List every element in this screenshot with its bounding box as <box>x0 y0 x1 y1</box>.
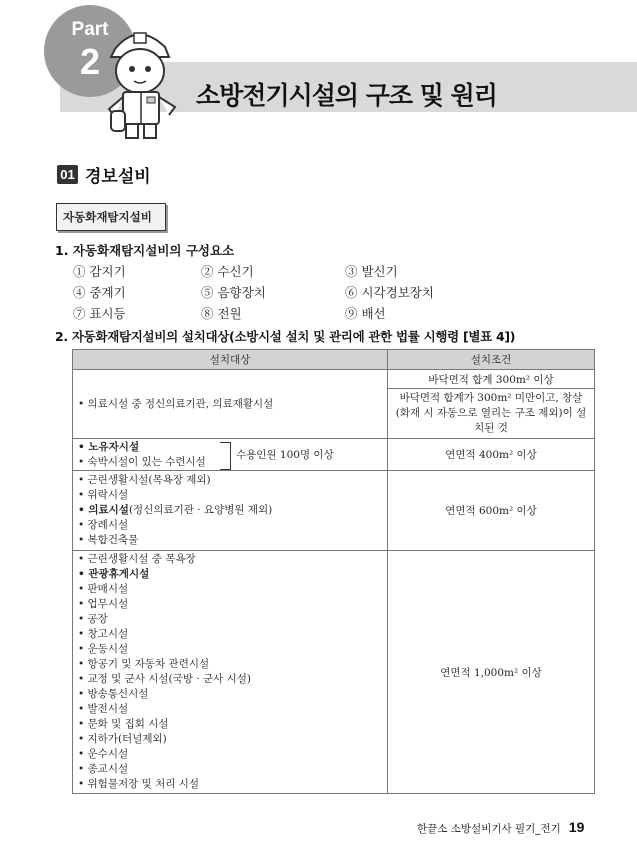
page-number: 19 <box>568 819 585 835</box>
installation-table <box>72 349 595 794</box>
target-line-bold: • 의료시설 <box>78 504 129 516</box>
target-line: • 근린생활시설 중 목욕장 <box>78 553 196 565</box>
section-number: 01 <box>57 165 78 184</box>
target-line: • 업무시설 <box>78 598 129 610</box>
target-line: • 창고시설 <box>78 628 129 640</box>
item2-heading: 2. 자동화재탐지설비의 설치대상(소방시설 설치 및 관리에 관한 법률 시행령 [별표 4]) <box>55 329 516 344</box>
component-item: ⑤ 음향장치 <box>201 285 266 300</box>
page-footer <box>417 819 584 836</box>
boxed-heading <box>56 203 166 231</box>
target-line: • 판매시설 <box>78 583 129 595</box>
table-cell-target <box>73 439 388 471</box>
target-line: • 노유자시설 <box>78 440 140 453</box>
target-line: • 숙박시설이 있는 수련시설 <box>78 455 206 468</box>
bracket-mark <box>220 442 231 470</box>
part-label: Part <box>71 19 109 40</box>
component-item: ① 감지기 <box>73 264 126 279</box>
bracket-note: 수용인원 100명 이상 <box>236 448 334 461</box>
component-item: ⑧ 전원 <box>201 306 242 321</box>
table-cell-target: • 의료시설 중 정신의료기관, 의료재활시설 <box>73 370 388 439</box>
footer-book-title: 한끝소 소방설비기사 필기_전기 <box>417 823 561 835</box>
table-cell-target <box>73 471 388 551</box>
target-line-rest: (정신의료기관 · 요양병원 제외) <box>128 504 273 516</box>
target-line: • 발전시설 <box>78 703 129 715</box>
target-line: • 공장 <box>78 613 108 625</box>
part-number: 2 <box>79 41 101 82</box>
target-line: • 문화 및 집회 시설 <box>78 718 169 730</box>
target-line: • 근린생활시설(목욕장 제외) <box>78 474 211 486</box>
target-line: • 위락시설 <box>78 489 129 501</box>
target-line: • 종교시설 <box>78 763 129 775</box>
target-line <box>78 503 387 518</box>
target-line: • 항공기 및 자동차 관련시설 <box>78 658 210 670</box>
component-item: ⑦ 표시등 <box>73 306 126 321</box>
item1-heading: 1. 자동화재탐지설비의 구성요소 <box>55 243 235 258</box>
target-line: • 지하가(터널제외) <box>78 733 167 745</box>
table-cell-condition: 바닥면적 합계 300m² 이상 <box>388 370 595 389</box>
target-line: • 관광휴게시설 <box>78 568 150 580</box>
table-cell-condition: 연면적 400m² 이상 <box>388 439 595 471</box>
component-item: ④ 중계기 <box>73 285 126 300</box>
table-cell-condition: 연면적 1,000m² 이상 <box>388 551 595 794</box>
component-item: ⑨ 배선 <box>345 306 386 321</box>
table-cell-target <box>73 551 388 794</box>
table-header: 설치대상 <box>73 350 388 370</box>
target-line: • 복합건축물 <box>78 534 139 546</box>
table-cell-condition: 연면적 600m² 이상 <box>388 471 595 551</box>
target-line: • 운동시설 <box>78 643 129 655</box>
component-item: ③ 발신기 <box>345 264 398 279</box>
target-line: • 장례시설 <box>78 519 129 531</box>
table-header: 설치조건 <box>388 350 595 370</box>
firefighter-mascot-icon <box>103 27 193 142</box>
target-line: • 운수시설 <box>78 748 129 760</box>
table-cell-condition: 바닥면적 합계가 300m² 미만이고, 창살(화재 시 자동으로 열리는 구조 제외)이 설치된 것 <box>388 389 595 439</box>
target-line: • 방송통신시설 <box>78 688 149 700</box>
component-item: ⑥ 시각경보장치 <box>345 285 434 300</box>
component-item: ② 수신기 <box>201 264 254 279</box>
section-heading <box>57 162 151 187</box>
boxed-heading-label: 자동화재탐지설비 <box>63 210 152 224</box>
section-title: 경보설비 <box>85 167 151 187</box>
target-line: • 교정 및 군사 시설(국방 · 군사 시설) <box>78 673 251 685</box>
chapter-title: 소방전기시설의 구조 및 원리 <box>196 81 497 110</box>
target-line: • 위험물저장 및 처리 시설 <box>78 778 199 790</box>
